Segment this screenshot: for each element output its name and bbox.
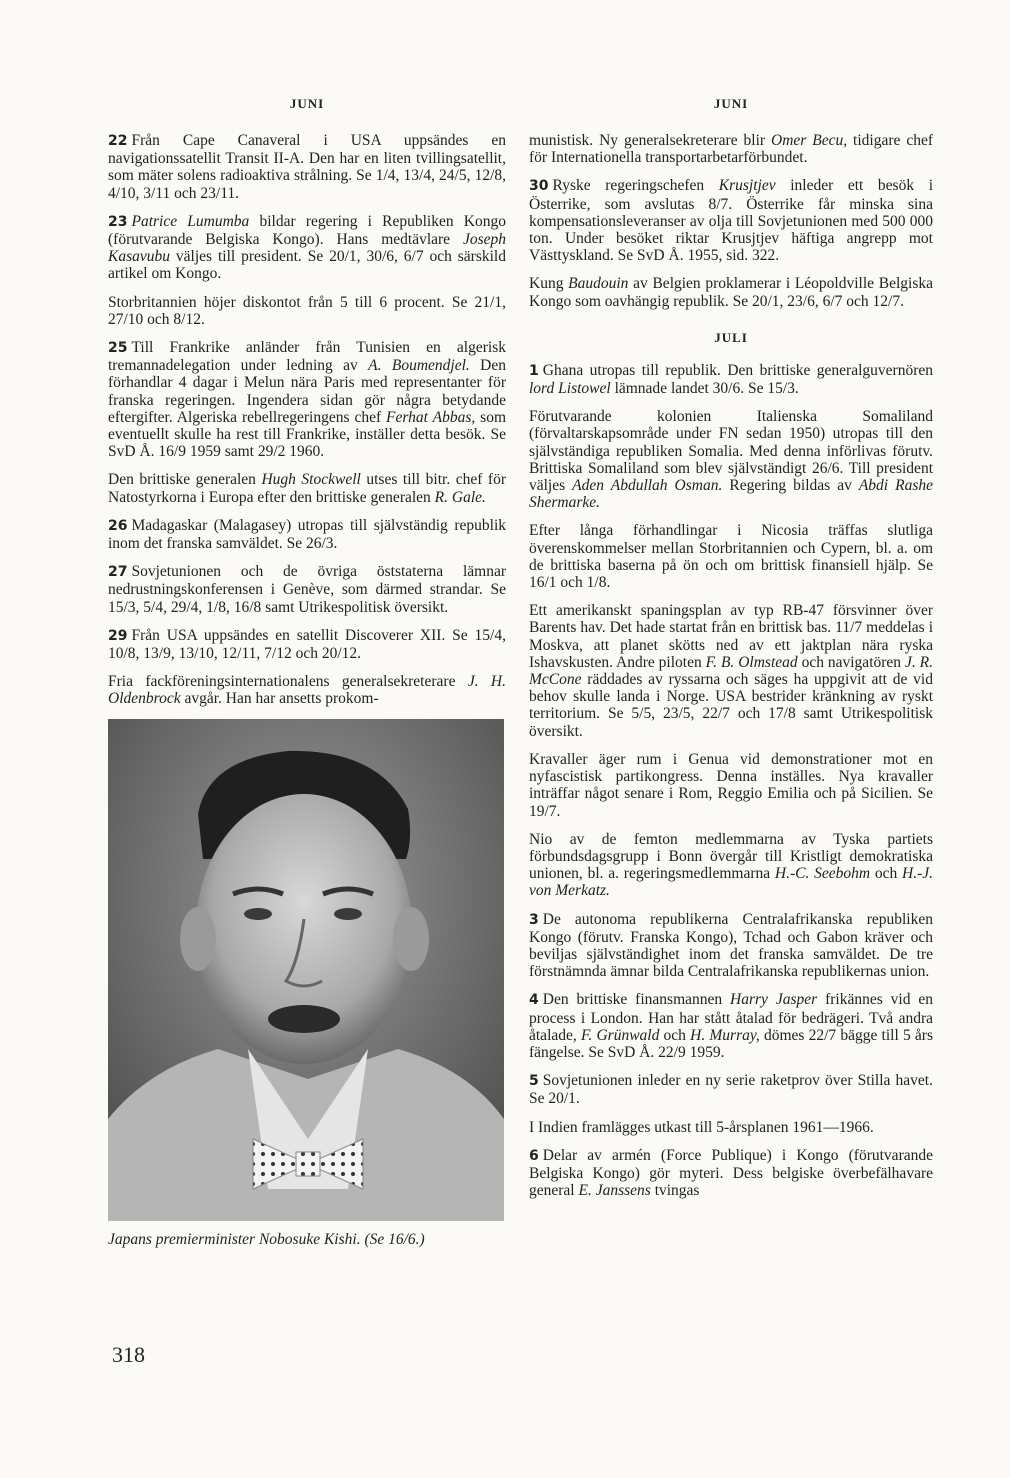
entry [529,275,933,309]
entry-text: utses till bitr. chef för Natostyrkorna i Europa efter den brittiske generalen [108,471,506,506]
entry-text: dömes 22/7 bägge till 5 års fängelse. Se SvD Å. 22/9 1959. [529,1026,933,1061]
entry-day: 6 [529,1147,539,1164]
entry-text: tidigare chef för Internationella transportarbetarförbundet. [529,132,934,167]
entry [529,831,933,900]
entry-text: I Indien framlägges utkast till 5-årsplanen 1961—1966. [529,1118,874,1136]
entry [529,991,933,1061]
entry [108,294,506,328]
section-header-juli: JULI [714,329,748,345]
entry [108,132,506,202]
photo-caption: Japans premierminister Nobosuke Kishi. (Se 16/6.) [108,1230,425,1248]
entry-text: och navigatören [797,653,905,671]
entry-name: Harry Jasper [730,991,818,1009]
entry-name: Joseph Kasavubu [108,231,506,266]
entry-name: A. Boumendjel. [368,357,470,375]
entry-name: H. Murray, [690,1026,760,1044]
entry-text: räddades av ryssarna och säges ha uppgivit att de vid behov skulle landa i Norge. USA bestrider kränkning av ryskt territorium. Se 5/5, 23/5, 22/7 och 17/8 samt Utrikespolitisk översikt. [529,671,933,740]
entry-day: 29 [108,627,128,644]
entry-text: inleder ett besök i Österrike, som avslutas 8/7. Österrike får minska sina kompensationsleveranser av olja till Sovjetunionen med 500 000 ton. Under besöket riktar Krusjtjev häftiga angrepp mot Västtyskland. Se SvD Å. 1955, sid. 322. [529,177,933,265]
entry [529,1119,933,1136]
page-number: 318 [112,1342,145,1367]
entry-name: Hugh Stockwell [261,471,361,489]
entry-text: väljes till president. Se 20/1, 30/6, 6/7 och särskild artikel om Kongo. [108,248,506,283]
entry-text: avgår. Han har ansetts prokom- [180,690,379,708]
entry-text: Förutvarande kolonien Italienska Somaliland (förvaltarskapsområde under FN sedan 1950) utropas till den självständiga republiken Somalia. Med denna införlivas förutv. Brittiska Somaliland som blev självständigt 26/6. Till president väljes [529,408,933,495]
entry-text: Nio av de femton medlemmarna av Tyska partiets förbundsdagsgrupp i Bonn övergår till Kristligt demokratiska unionen, bl. a. regeringsmedlemmarna [529,830,933,883]
entry-text: som eventuellt skulle ha rest till Frankrike, inställer detta besök. Se SvD Å. 16/9 1959 samt 29/2 1960. [108,408,506,461]
entry-text: tvingas [650,1182,700,1200]
right-entries-juli [529,362,933,1200]
entry-text: Till Frankrike anländer från Tunisien en algerisk tremannadelegation under ledning av [108,339,506,375]
entry [108,471,506,505]
entry-day: 27 [108,564,128,581]
entry [108,563,506,616]
portrait-image [108,719,504,1221]
right-column [529,96,933,1210]
entry-day: 22 [108,133,128,149]
entry [108,517,506,552]
entry-text: av Belgien proklamerar i Léopoldville Belgiska Kongo som oavhängig republik. Se 20/1, 23/6, 6/7 och 12/7. [529,275,933,310]
entry-day: 4 [529,992,539,1009]
entry-name: F. Grünwald [580,1026,660,1044]
entry-text: frikännes vid en process i London. Han har stått åtalad för bedrägeri. Två andra åtalade, [529,991,933,1044]
entry-name: Omer Becu, [771,132,848,149]
entry-text: lämnade landet 30/6. Se 15/3. [610,380,799,398]
entry-name: H.-C. Seebohm [774,865,871,883]
entry-name: F. B. Olmstead [705,653,798,671]
entry [529,177,933,264]
entry-text: Ghana utropas till republik. Den brittiske generalguvernören [542,361,933,379]
entry-text: De autonoma republikerna Centralafrikanska republiken Kongo (förutv. Franska Kongo), Tchad och Gabon kräver och beviljas självständighet inom det franska samväldet. De tre förstnämnda ämnar bilda Centralafrikanska republikernas union. [529,910,933,981]
entry-name: lord Listowel [529,380,611,398]
entry-name: J. R. McCone [529,653,933,689]
entry-day: 25 [108,340,128,357]
entry-text: bildar regering i Republiken Kongo (förutvarande Belgiska Kongo). Hans medtävlare [108,212,506,249]
entry [529,602,933,740]
entry [108,673,506,707]
entry-text: och [659,1026,691,1044]
entry [108,339,506,460]
entry-day: 30 [529,178,549,195]
entry-text: Den förhandlar 4 dagar i Melun nära Paris med representanter för franska regeringen. Ingendera sidan gör några betydande eftergifter. Algeriska rebellregeringens chef [108,357,506,426]
entry-day: 26 [108,517,128,534]
left-column-header: JUNI [289,96,325,111]
entry-text: Fria fackföreningsinternationalens generalsekreterare [108,673,468,691]
entry-text: Sovjetunionen och de övriga öststaterna lämnar nedrustningskonferensen i Genève, som därmed strandar. Se 15/3, 5/4, 29/4, 1/8, 16/8 samt Utrikespolitisk översikt. [108,563,506,616]
entry [529,132,933,166]
entry-text: Sovjetunionen inleder en ny serie raketprov över Stilla havet. Se 20/1. [529,1072,933,1108]
left-column [108,96,506,1249]
entry-name: Abdi Rashe Shermarke. [529,477,933,512]
entry-name: Patrice Lumumba [131,212,250,230]
entry-day: 23 [108,213,128,230]
entry-text: Delar av armén (Force Publique) i Kongo (förutvarande Belgiska Kongo) gör myteri. Dess belgiske överbefälhavare general [529,1146,933,1200]
entry-text: Efter långa förhandlingar i Nicosia träffas slutliga överenskommelser mellan Storbritannien och Cypern, bl. a. om de brittiska baserna på ön och om brittisk finansiell hjälp. Se 16/1 och 1/8. [529,522,933,592]
entry-text: Regering bildas av [722,477,859,495]
entry [529,362,933,397]
entry [108,627,506,662]
entry-name: Baudouin [568,275,629,293]
entry-text: Den brittiske generalen [108,471,262,489]
entry [529,751,933,820]
entry [529,1072,933,1107]
entry-text: Från USA uppsändes en satellit Discoverer XII. Se 15/4, 10/8, 13/9, 13/10, 12/11, 7/12 och 20/12. [108,626,506,663]
left-entries [108,132,506,708]
right-entries-juni [529,132,933,310]
entry [529,408,933,511]
entry-text: Kravaller äger rum i Genua vid demonstrationer mot en nyfascistisk partikongress. Denna inställes. Nya kravaller inträffar något senare i Rom, Reggio Emilia och på Sicilien. Se 19/7. [529,750,933,820]
entry [529,1147,933,1200]
entry-name: R. Gale. [434,488,486,506]
entry [529,911,933,981]
entry-text: Storbritannien höjer diskontot från 5 till 6 procent. Se 21/1, 27/10 och 8/12. [108,293,506,328]
entry-name: E. Janssens [578,1182,651,1200]
entry-text: Den brittiske finansmannen [542,991,731,1009]
entry [108,213,506,283]
entry-text: Madagaskar (Malagasey) utropas till självständig republik inom det franska samväldet. Se 26/3. [108,516,506,553]
entry-name: Krusjtjev [718,177,776,195]
entry-text: Kung [529,275,569,293]
entry-day: 5 [529,1073,539,1090]
entry-name: J. H. Oldenbrock [108,673,506,708]
entry-text: Från Cape Canaveral i USA uppsändes en navigationssatellit Transit II-A. Den har en liten tvillingsatellit, som mäter solens radioaktiva strålning. Se 1/4, 13/4, 24/5, 12/8, 4/10, 3/11 och 23/11. [108,132,506,202]
entry-text: munistisk. Ny generalsekreterare blir [529,132,771,149]
entry-text: och [870,865,902,883]
entry-name: H.-J. von Merkatz. [529,865,933,900]
right-column-header: JUNI [713,96,749,111]
entry [529,522,933,591]
entry-name: Aden Abdullah Osman. [572,477,723,495]
entry-name: Ferhat Abbas, [386,408,476,426]
entry-day: 3 [529,911,539,928]
entry-text: Ett amerikanskt spaningsplan av typ RB-47 försvinner över Barents hav. Det hade startat från en brittisk bas. 11/7 meddelas i Moskva, att planet skötts ned av ett jaktplan nära ryska Ishavskusten. Andre piloten [529,602,933,671]
entry-text: Ryske regeringschefen [552,177,719,195]
entry-day: 1 [529,362,539,379]
portrait-photo [108,719,504,1221]
